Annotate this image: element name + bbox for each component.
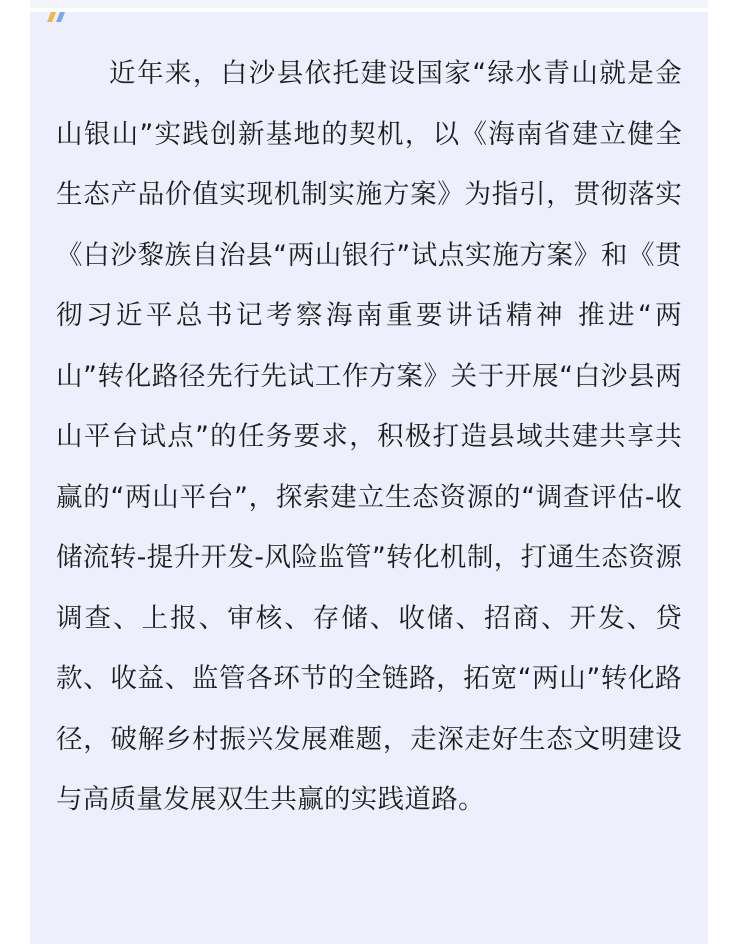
- article-paragraph: 近年来，白沙县依托建设国家“绿水青山就是金山银山”实践创新基地的契机，以《海南省建立健全生态产品价值实现机制实施方案》为指引，贯彻落实《白沙黎族自治县“两山银行”试点实施方案》和《贯彻习近平总书记考察海南重要讲话精神 推进“两山”转化路径先行先试工作方案》关于开展“白沙县两山平台试点”的任务要求，积极打造县域共建共享共赢的“两山平台”，探索建立生态资源的“调查评估-收储流转-提升开发-风险监管”转化机制，打通生态资源调查、上报、审核、存储、收储、招商、开发、贷款、收益、监管各环节的全链路，拓宽“两山”转化路径，破解乡村振兴发展难题，走深走好生态文明建设与高质量发展双生共赢的实践道路。: [56, 58, 682, 815]
- top-strip: [30, 0, 708, 8]
- double-slash-icon: [43, 8, 69, 22]
